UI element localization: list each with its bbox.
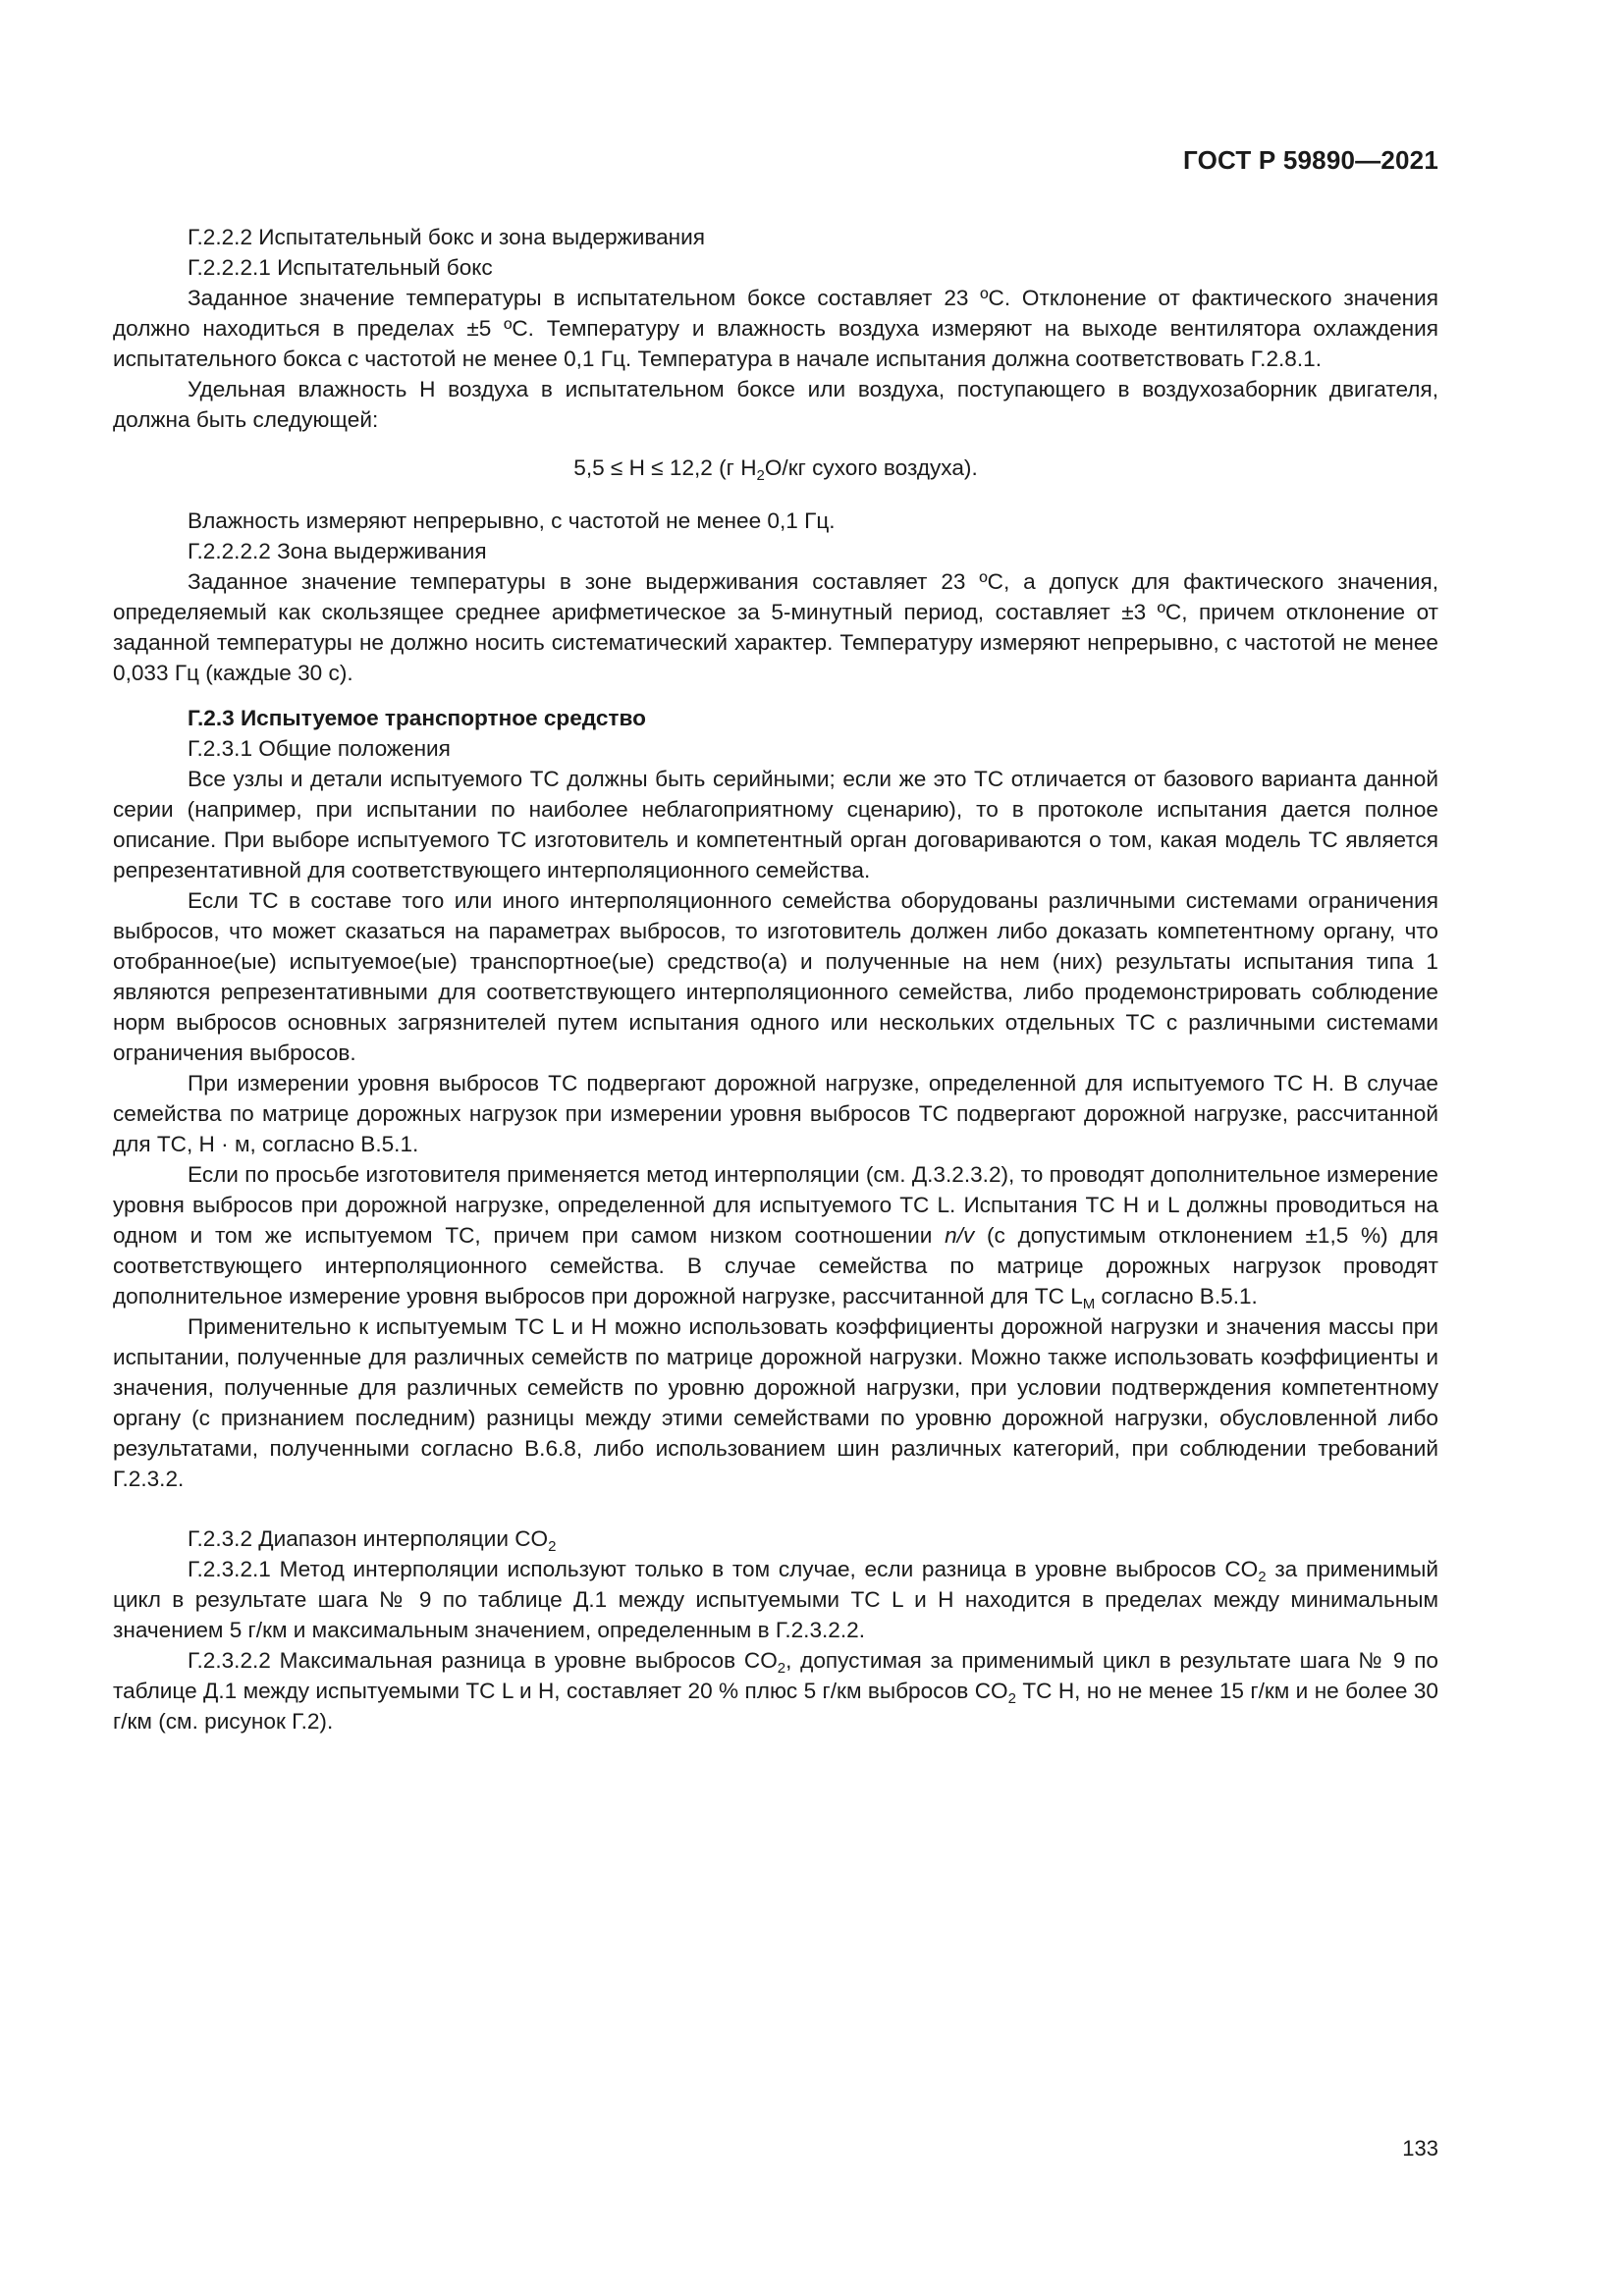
paragraph: Заданное значение температуры в испытательном боксе составляет 23 ºС. Отклонение от фактического значения должно находиться в пределах ±5 ºС. Температуру и влажность воздуха измеряют на выходе вентилятора охлаждения испытательного бокса с частотой не менее 0,1 Гц. Температура в начале испытания должна соответствовать Г.2.8.1. — [113, 286, 1438, 371]
subsection-title: Г.2.3.2 Диапазон интерполяции $CO_2$ — [188, 1526, 557, 1555]
subsection-title: Г.2.3.1 Общие положения — [188, 736, 451, 761]
paragraph: Все узлы и детали испытуемого ТС должны быть серийными; если же это ТС отличается от базового варианта данной серии (например, при испытании по наиболее неблагоприятному сценарию), то в протоколе испытания дается полное описание. При выборе испытуемого ТС изготовитель и компетентный орган договариваются о том, какая модель ТС является репрезентативной для соответствующего интерполяционного семейства. — [113, 767, 1438, 882]
section-heading: Г.2.3 Испытуемое транспортное средство — [188, 706, 646, 730]
paragraph: Применительно к испытуемым ТС L и H можно использовать коэффициенты дорожной нагрузки и значения массы при испытании, полученные для различных семейств по матрице дорожной нагрузки. Можно также использовать коэффициенты и значения, полученные для различных семейств по уровню дорожной нагрузки, при условии подтверждения компетентному органу (с признанием последним) разницы между этими семействами по уровню дорожной нагрузки, обусловленной либо результатами, полученными согласно В.6.8, либо использованием шин различных категорий, при соблюдении требований Г.2.3.2. — [113, 1314, 1438, 1491]
paragraph: При измерении уровня выбросов ТС подвергают дорожной нагрузке, определенной для испытуемого ТС H. В случае семейства по матрице дорожных нагрузок при измерении уровня выбросов ТС подвергают дорожной нагрузке, рассчитанной для ТС, H · м, согласно В.5.1. — [113, 1071, 1438, 1156]
paragraph: Удельная влажность H воздуха в испытательном боксе или воздуха, поступающего в воздухозаборник двигателя, должна быть следующей: — [113, 377, 1438, 432]
paragraph: Влажность измеряют непрерывно, с частотой не менее 0,1 Гц. — [188, 508, 836, 533]
paragraph: Г.2.3.2.2 Максимальная разница в уровне выбросов $CO_2$, допустимая за применимый цикл в результате шага № 9 по таблице Д.1 между испытуемыми ТС L и H, составляет 20 % плюс 5 г/км выбросов $CO_2$ ТС H, но не менее 15 г/км и не более 30 г/км (см. рисунок Г.2). — [113, 1648, 1438, 1734]
paragraph: Если по просьбе изготовителя применяется метод интерполяции (см. Д.3.2.3.2), то проводят дополнительное измерение уровня выбросов при дорожной нагрузке, определенной для испытуемого ТС L. Испытания ТС H и L должны проводиться на одном и том же испытуемом ТС, причем при самом низком соотношении n/v (с допустимым отклонением ±1,5 %) для соответствующего интерполяционного семейства. В случае семейства по матрице дорожных нагрузок проводят дополнительное измерение уровня выбросов при дорожной нагрузке, рассчитанной для ТС $L_M$ согласно В.5.1. — [113, 1162, 1438, 1312]
section-title: Г.2.2.2 Испытательный бокс и зона выдерживания — [188, 225, 705, 249]
document-body — [113, 222, 1438, 1736]
humidity-formula: 5,5 ≤ H ≤ 12,2 (г $H_2O/кг$ сухого воздуха). — [573, 455, 978, 484]
page-number: 133 — [1402, 2136, 1438, 2161]
subsection-title: Г.2.2.2.1 Испытательный бокс — [188, 255, 493, 280]
paragraph: Заданное значение температуры в зоне выдерживания составляет 23 ºС, а допуск для фактического значения, определяемый как скользящее среднее арифметическое за 5-минутный период, составляет ±3 ºС, причем отклонение от заданной температуры не должно носить систематический характер. Температуру измеряют непрерывно, с частотой не менее 0,033 Гц (каждые 30 с). — [113, 569, 1438, 685]
paragraph: Если ТС в составе того или иного интерполяционного семейства оборудованы различными системами ограничения выбросов, что может сказаться на параметрах выбросов, то изготовитель должен либо доказать компетентному органу, что отобранное(ые) испытуемое(ые) транспортное(ые) средство(а) и полученные на нем (них) результаты испытания типа 1 являются репрезентативными для соответствующего интерполяционного семейства, либо продемонстрировать соблюдение норм выбросов основных загрязнителей путем испытания одного или нескольких отдельных ТС с различными системами ограничения выбросов. — [113, 888, 1438, 1065]
subsection-title: Г.2.2.2.2 Зона выдерживания — [188, 539, 487, 563]
paragraph: Г.2.3.2.1 Метод интерполяции используют только в том случае, если разница в уровне выбросов $CO_2$ за применимый цикл в результате шага № 9 по таблице Д.1 между испытуемыми ТС L и H находится в пределах между минимальным значением 5 г/км и максимальным значением, определенным в Г.2.3.2.2. — [113, 1557, 1438, 1642]
document-header: ГОСТ Р 59890—2021 — [1183, 145, 1438, 175]
